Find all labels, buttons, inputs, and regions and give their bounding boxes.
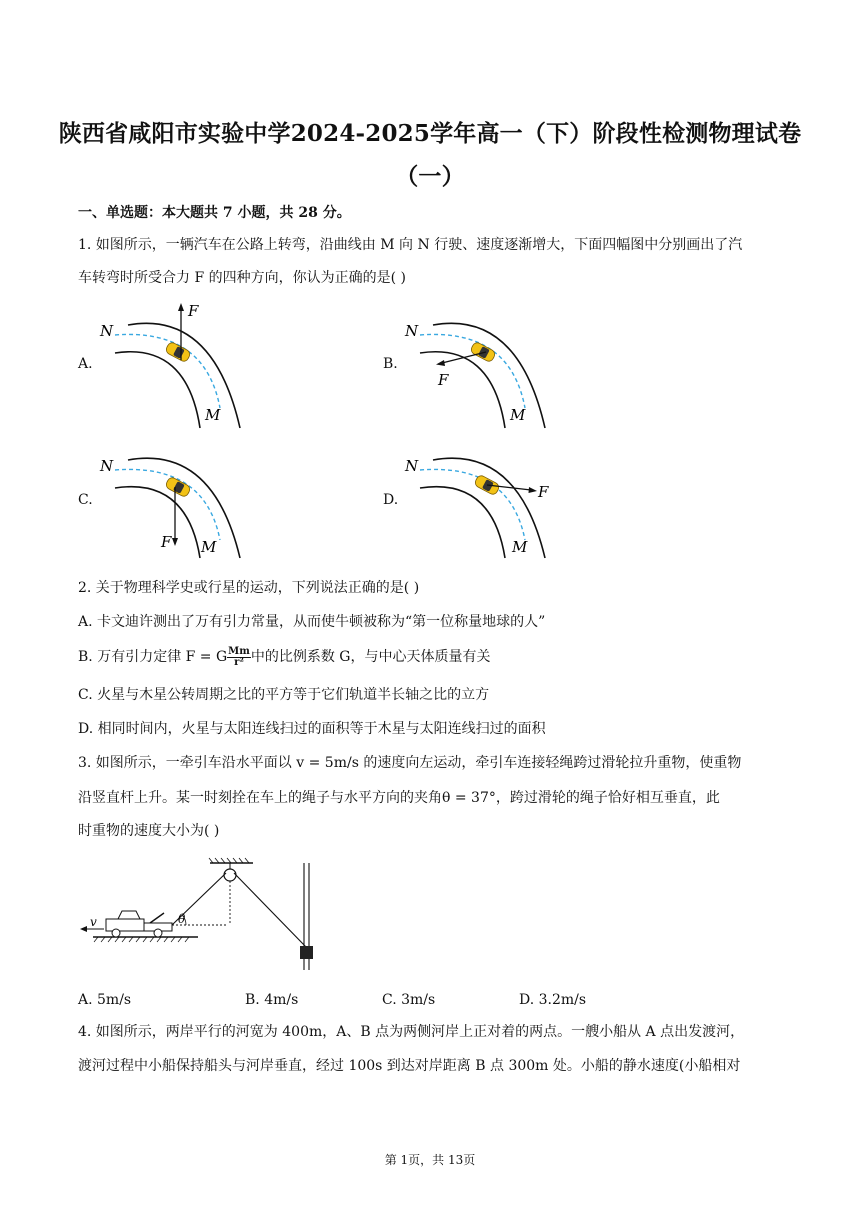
tow-truck-icon <box>106 911 172 937</box>
label-f: F <box>438 371 449 389</box>
q3-figure <box>78 855 338 975</box>
section-heading: 一、单选题：本大题共 7 小题，共 28 分。 <box>78 205 351 221</box>
label-theta: θ <box>178 912 186 926</box>
page-title-continued: （一） <box>395 163 465 190</box>
q2-option-a: A. 卡文迪许测出了万有引力常量，从而使牛顿被称为“第一位称量地球的人” <box>78 614 546 630</box>
ground-hatch <box>94 937 189 942</box>
q1-figure-c <box>95 435 245 560</box>
page-title: 陕西省咸阳市实验中学2024-2025学年高一（下）阶段性检测物理试卷 <box>58 120 802 147</box>
q1-figure-b <box>400 300 550 430</box>
weight-block <box>300 946 313 959</box>
road-inner-edge <box>115 352 200 428</box>
pulley-icon <box>224 869 236 881</box>
q3-stem-line1: 3. 如图所示，一牵引车沿水平面以 v = 5m/s 的速度向左运动，牵引车连接轻绳跨过滑轮拉升重物，使重物 <box>78 755 742 771</box>
q2-b-numerator: Mm <box>228 645 250 657</box>
road-outer-edge <box>433 323 545 428</box>
road-inner-edge <box>420 487 505 558</box>
road-outer-edge <box>128 323 240 428</box>
path-curve <box>115 469 220 540</box>
q3-option-d: D. 3.2m/s <box>519 992 587 1008</box>
label-n: N <box>100 322 114 340</box>
arrowhead <box>529 487 538 493</box>
arrowhead <box>436 360 445 366</box>
q3-option-b: B. 4m/s <box>245 992 299 1008</box>
q4-stem-line1: 4. 如图所示，两岸平行的河宽为 400m，A、B 点为两侧河岸上正对着的两点。一艘小船从 A 点出发渡河， <box>78 1024 745 1040</box>
arrowhead <box>172 538 178 546</box>
label-m: M <box>510 406 526 424</box>
q3-stem-line3: 时重物的速度大小为( ) <box>78 823 220 839</box>
label-m: M <box>205 406 221 424</box>
q2-b-suffix: 中的比例系数 G，与中心天体质量有关 <box>250 649 491 665</box>
label-n: N <box>405 457 419 475</box>
page-footer: 第 1页，共 13页 <box>384 1153 476 1167</box>
q2-stem: 2. 关于物理科学史或行星的运动，下列说法正确的是( ) <box>78 580 420 596</box>
q2-b-fraction <box>227 647 251 668</box>
q2-b-prefix: B. 万有引力定律 F = G <box>78 649 228 665</box>
q1-option-d-label: D. <box>383 492 399 508</box>
force-arrow <box>442 352 486 363</box>
label-n: N <box>100 457 114 475</box>
label-m: M <box>201 538 217 556</box>
q3-option-a: A. 5m/s <box>78 992 132 1008</box>
q2-option-b <box>78 644 490 670</box>
q1-figure-d <box>400 435 555 560</box>
road-inner-edge <box>115 487 200 558</box>
road-inner-edge <box>420 352 505 428</box>
q1-option-a-label: A. <box>78 356 93 372</box>
q2-option-d: D. 相同时间内，火星与太阳连线扫过的面积等于木星与太阳连线扫过的面积 <box>78 721 546 737</box>
label-f: F <box>188 302 199 320</box>
q2-b-denominator: r² <box>234 656 244 668</box>
q1-stem-line2: 车转弯时所受合力 F 的四种方向，你认为正确的是( ) <box>78 270 406 286</box>
arrowhead <box>80 926 87 932</box>
q2-option-c: C. 火星与木星公转周期之比的平方等于它们轨道半长轴之比的立方 <box>78 687 490 703</box>
q1-stem-line1: 1. 如图所示，一辆汽车在公路上转弯，沿曲线由 M 向 N 行驶、速度逐渐增大，下面四幅图中分别画出了汽 <box>78 237 743 253</box>
label-m: M <box>512 538 528 556</box>
path-curve <box>420 469 525 540</box>
label-n: N <box>405 322 419 340</box>
label-v: v <box>90 915 97 929</box>
q4-stem-line2: 渡河过程中小船保持船头与河岸垂直，经过 100s 到达对岸距离 B 点 300m 处。小船的静水速度(小船相对 <box>78 1058 741 1074</box>
label-f: F <box>161 533 172 551</box>
q1-option-b-label: B. <box>383 356 398 372</box>
road-outer-edge <box>433 458 545 558</box>
label-f: F <box>538 483 549 501</box>
q1-option-c-label: C. <box>78 492 93 508</box>
q3-stem-line2: 沿竖直杆上升。某一时刻拴在车上的绳子与水平方向的夹角θ = 37°，跨过滑轮的绳子恰好相互垂直，此 <box>78 790 720 806</box>
q3-option-c: C. 3m/s <box>382 992 436 1008</box>
q1-figure-a <box>95 300 245 430</box>
arrowhead <box>178 303 184 311</box>
rope-to-weight <box>234 873 307 948</box>
road-outer-edge <box>128 458 240 558</box>
